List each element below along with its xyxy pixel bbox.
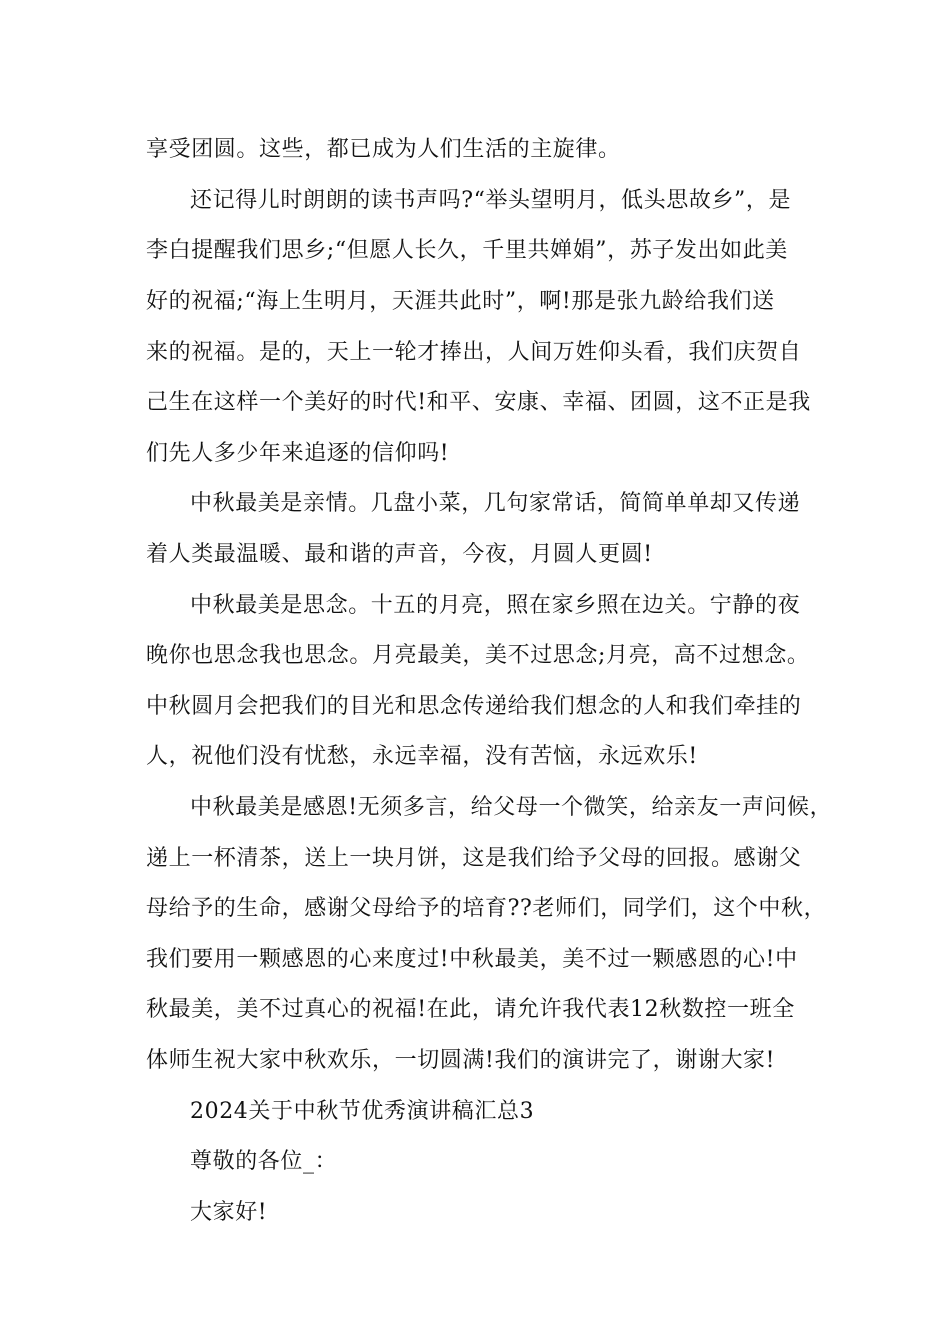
paragraph-start-line: 中秋最美是思念。十五的月亮，照在家乡照在边关。宁静的夜 (190, 593, 801, 618)
text-line: 我们要用一颗感恩的心来度过!中秋最美，美不过一颗感恩的心!中 (146, 947, 798, 972)
text-line: 秋最美，美不过真心的祝福!在此，请允许我代表12秋数控一班全 (146, 997, 795, 1022)
text-line: 好的祝福;“海上生明月，天涯共此时”，啊!那是张九龄给我们送 (146, 289, 775, 314)
text-line: 己生在这样一个美好的时代!和平、安康、幸福、团圆，这不正是我 (146, 390, 811, 415)
greeting-line: 大家好! (190, 1200, 268, 1225)
text-line: 享受团圆。这些，都已成为人们生活的主旋律。 (146, 137, 621, 162)
text-line: 递上一杯清茶，送上一块月饼，这是我们给予父母的回报。感谢父 (146, 846, 802, 871)
paragraph-start-line: 中秋最美是亲情。几盘小菜，几句家常话，简简单单却又传递 (190, 491, 801, 516)
text-line: 着人类最温暖、最和谐的声音，今夜，月圆人更圆! (146, 542, 653, 567)
paragraph-start-line: 还记得儿时朗朗的读书声吗?“举头望明月，低头思故乡”，是 (190, 188, 792, 213)
text-line: 母给予的生命，感谢父母给予的培育??老师们，同学们，这个中秋， (146, 896, 827, 921)
text-line: 李白提醒我们思乡;“但愿人长久，千里共婵娟”，苏子发出如此美 (146, 238, 788, 263)
section-heading: 2024关于中秋节优秀演讲稿汇总3 (190, 1099, 535, 1124)
text-line: 们先人多少年来追逐的信仰吗! (146, 441, 450, 466)
text-line: 来的祝福。是的，天上一轮才捧出，人间万姓仰头看，我们庆贺自 (146, 340, 802, 365)
paragraph-start-line: 中秋最美是感恩!无须多言，给父母一个微笑，给亲友一声问候， (190, 795, 833, 820)
text-line: 体师生祝大家中秋欢乐，一切圆满!我们的演讲完了，谢谢大家! (146, 1048, 776, 1073)
text-line: 晚你也思念我也思念。月亮最美，美不过思念;月亮，高不过想念。 (146, 643, 810, 668)
salutation-line: 尊敬的各位_： (190, 1149, 338, 1174)
text-line: 中秋圆月会把我们的目光和思念传递给我们想念的人和我们牵挂的 (146, 694, 802, 719)
text-line: 人，祝他们没有忧愁，永远幸福，没有苦恼，永远欢乐! (146, 744, 698, 769)
